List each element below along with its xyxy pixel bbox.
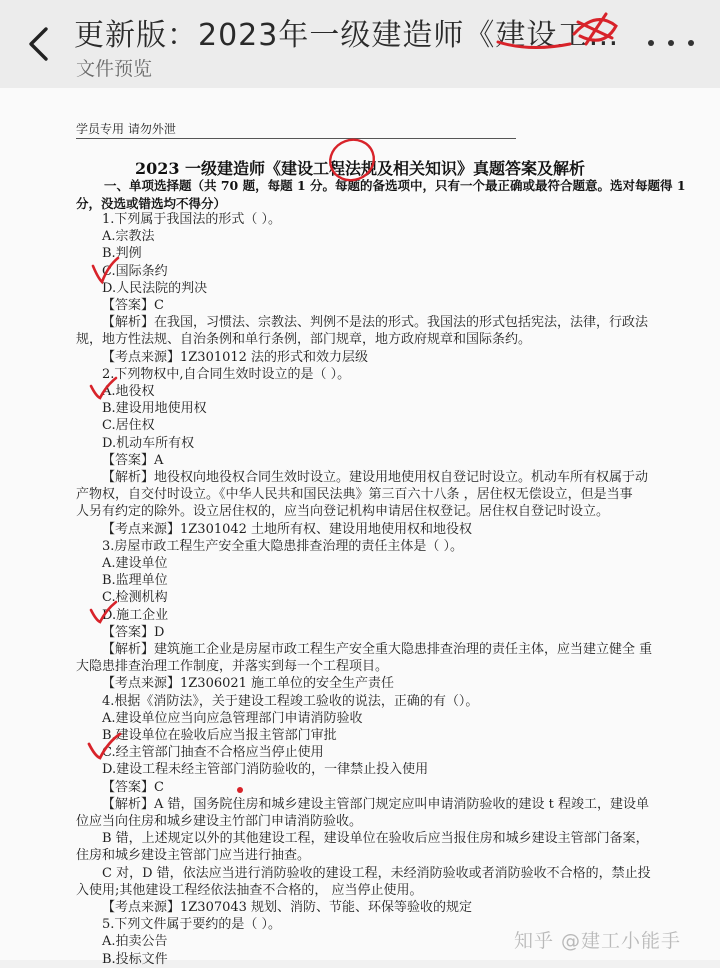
more-dots-icon <box>648 40 654 46</box>
document-line: 3.房屋市政工程生产安全重大隐患排查治理的责任主体是（ ）。 <box>102 538 464 554</box>
document-line: C 对，D 错，依法应当进行消防验收的建设工程，未经消防验收或者消防验收不合格的，禁止投 <box>102 865 651 881</box>
document-line: 【解析】地役权向地役权合同生效时设立。建设用地使用权自登记时设立。机动车所有权属于动 <box>102 470 649 485</box>
section-heading: 一、单项选择题（共 70 题，每题 1 分。每题的备选项中，只有一个最正确或最符合题意。选对每题得 1 分，没选或错选均不得分） <box>76 178 686 211</box>
header-divider <box>76 138 516 139</box>
document-line: A.建设单位应当向应急管理部门申请消防验收 <box>102 710 363 726</box>
watermark: 知乎 @建工小能手 <box>514 930 682 952</box>
back-button[interactable] <box>18 22 58 66</box>
window-title: 更新版：2023年一级建造师《建设工… <box>74 18 620 53</box>
document-line: B.投标文件 <box>102 951 168 967</box>
document-line: C.居住权 <box>102 418 155 434</box>
document-line: D.施工企业 <box>102 607 169 623</box>
document-line: 5.下列文件属于要约的是（ ）。 <box>102 917 282 933</box>
document-line: 【考点来源】1Z307043 规划、消防、节能、环保等验收的规定 <box>102 900 473 915</box>
document-line: B.判例 <box>102 246 142 262</box>
more-dot <box>668 40 674 46</box>
document-line: D.建设工程未经主管部门消防验收的，一律禁止投入使用 <box>102 762 429 778</box>
document-line: B 错，上述规定以外的其他建设工程，建设单位在验收后应当报住房和城乡建设主管部门备案， <box>102 831 649 847</box>
document-page[interactable] <box>0 88 720 967</box>
document-line: 【考点来源】1Z306021 施工单位的安全生产责任 <box>102 676 395 692</box>
document-line: 4.根据《消防法》，关于建设工程竣工验收的说法，正确的有（）。 <box>102 693 479 709</box>
document-line: A.宗教法 <box>102 229 155 245</box>
document-line: 【解析】建筑施工企业是房屋市政工程生产安全重大隐患排查治理的责任主体，应当建立健全 重 <box>102 642 653 657</box>
document-line: A.拍卖公告 <box>102 934 168 950</box>
chevron-left-icon <box>27 26 49 62</box>
document-line: 【考点来源】1Z301012 法的形式和效力层级 <box>102 349 369 365</box>
document-line: C.检测机构 <box>102 590 168 606</box>
document-line: D.机动车所有权 <box>102 435 195 451</box>
document-line: 入使用;其他建设工程经依法抽查不合格的， 应当停止使用。 <box>76 882 423 898</box>
document-line: 【解析】在我国，习惯法、宗教法、判例不是法的形式。我国法的形式包括宪法，法律，行政法 <box>102 315 649 331</box>
document-line: C.国际条约 <box>102 263 168 279</box>
document-line: B.建设单位在验收后应当报主管部门审批 <box>102 728 337 743</box>
document-line: B.建设用地使用权 <box>102 401 207 417</box>
document-title: 2023 一级建造师《建设工程法规及相关知识》真题答案及解析 <box>134 159 586 178</box>
document-line: 【答案】A <box>102 452 164 468</box>
document-line: 【解析】A 错，国务院住房和城乡建设主管部门规定应叫申请消防验收的建设 t 程竣工，建设单 <box>102 796 650 812</box>
document-line: 【答案】D <box>102 624 165 640</box>
document-line: 位应当向住房和城乡建设主竹部门申请消防验收。 <box>76 814 363 829</box>
top-bar <box>0 0 720 88</box>
document-line: B.监理单位 <box>102 573 168 589</box>
document-line: 人另有约定的除外。设立居住权的，应当向登记机构申请居住权登记。居住权自登记时设立。 <box>76 504 610 520</box>
document-line: 【考点来源】1Z301042 土地所有权、建设用地使用权和地役权 <box>102 521 473 537</box>
document-line: 2.下列物权中,自合同生效时设立的是（ ）。 <box>102 366 351 382</box>
document-line: 【答案】C <box>102 298 164 313</box>
document-line: A.地役权 <box>102 384 155 399</box>
window-subtitle: 文件预览 <box>76 58 153 80</box>
more-dot <box>688 40 694 46</box>
document-line: 规，地方性法规、自治条例和单行条例，部门规章，地方政府规章和国际条约。 <box>76 332 532 348</box>
document-line: D.人民法院的判决 <box>102 280 208 296</box>
document-line: 产物权，自交付时设立。《中华人民共和国民法典》第三百六十八条 ，居住权无偿设立，但是当事 <box>76 487 633 503</box>
document-line: 【答案】C <box>102 779 164 795</box>
document-line: C.经主管部门抽查不合格应当停止使用 <box>102 745 324 761</box>
document-line: 大隐患排查治理工作制度，并落实到每一个工程项目。 <box>76 659 389 675</box>
document-line: 1.下列属于我国法的形式（ ）。 <box>102 212 282 227</box>
secure-note: 学员专用 请勿外泄 <box>76 122 176 136</box>
document-line: 住房和城乡建设主管部门应当进行抽查。 <box>76 848 311 864</box>
document-line: A.建设单位 <box>102 556 168 571</box>
more-button[interactable] <box>648 36 694 50</box>
